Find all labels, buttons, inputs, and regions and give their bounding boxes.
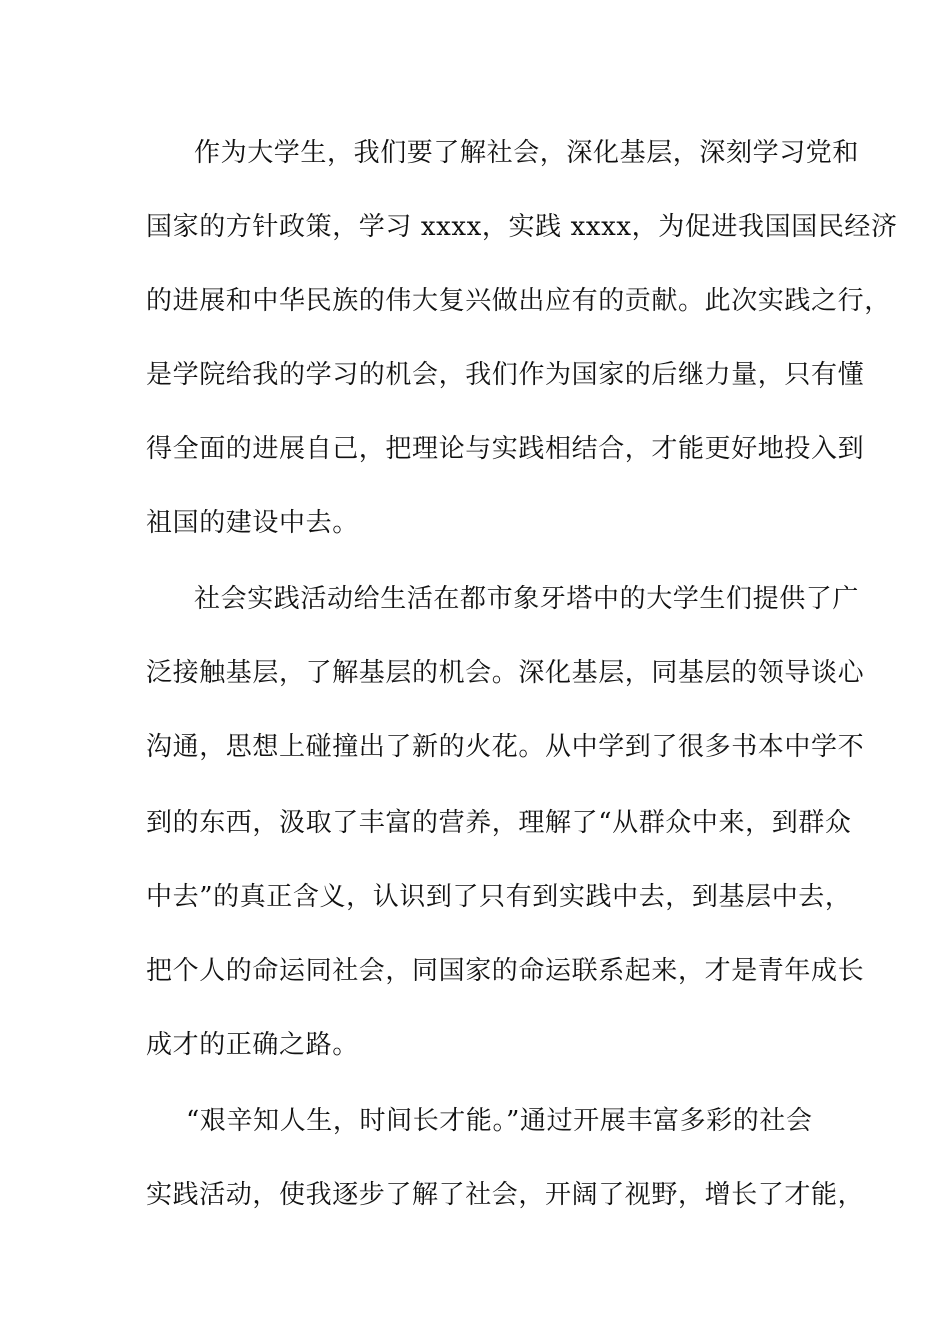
- paragraph-1-line-4: 是学院给我的学习的机会，我们作为国家的后继力量，只有懂: [146, 360, 865, 390]
- paragraph-2-line-6: 把个人的命运同社会，同国家的命运联系起来，才是青年成长: [146, 956, 865, 986]
- paragraph-2-line-4: 到的东西，汲取了丰富的营养，理解了“从群众中来，到群众: [146, 808, 852, 838]
- paragraph-1-line-6: 祖国的建设中去。: [146, 508, 359, 538]
- paragraph-1-line-2: 国家的方针政策，学习 xxxx，实践 xxxx，为促进我国国民经济: [146, 212, 898, 242]
- paragraph-2-line-2: 泛接触基层，了解基层的机会。深化基层，同基层的领导谈心: [146, 658, 865, 688]
- paragraph-2-line-5: 中去”的真正含义，认识到了只有到实践中去，到基层中去，: [146, 882, 852, 912]
- paragraph-2-line-3: 沟通，思想上碰撞出了新的火花。从中学到了很多书本中学不: [146, 732, 865, 762]
- paragraph-1-line-1: 作为大学生，我们要了解社会，深化基层，深刻学习党和: [194, 138, 860, 168]
- paragraph-2-line-7: 成才的正确之路。: [146, 1030, 359, 1060]
- paragraph-1-line-3: 的进展和中华民族的伟大复兴做出应有的贡献。此次实践之行，: [146, 286, 891, 316]
- paragraph-2-line-1: 社会实践活动给生活在都市象牙塔中的大学生们提供了广: [194, 584, 860, 614]
- paragraph-3-line-2: 实践活动，使我逐步了解了社会，开阔了视野，增长了才能，: [146, 1180, 865, 1210]
- paragraph-1-line-5: 得全面的进展自己，把理论与实践相结合，才能更好地投入到: [146, 434, 865, 464]
- paragraph-3-line-1: “艰辛知人生，时间长才能。”通过开展丰富多彩的社会: [186, 1106, 813, 1136]
